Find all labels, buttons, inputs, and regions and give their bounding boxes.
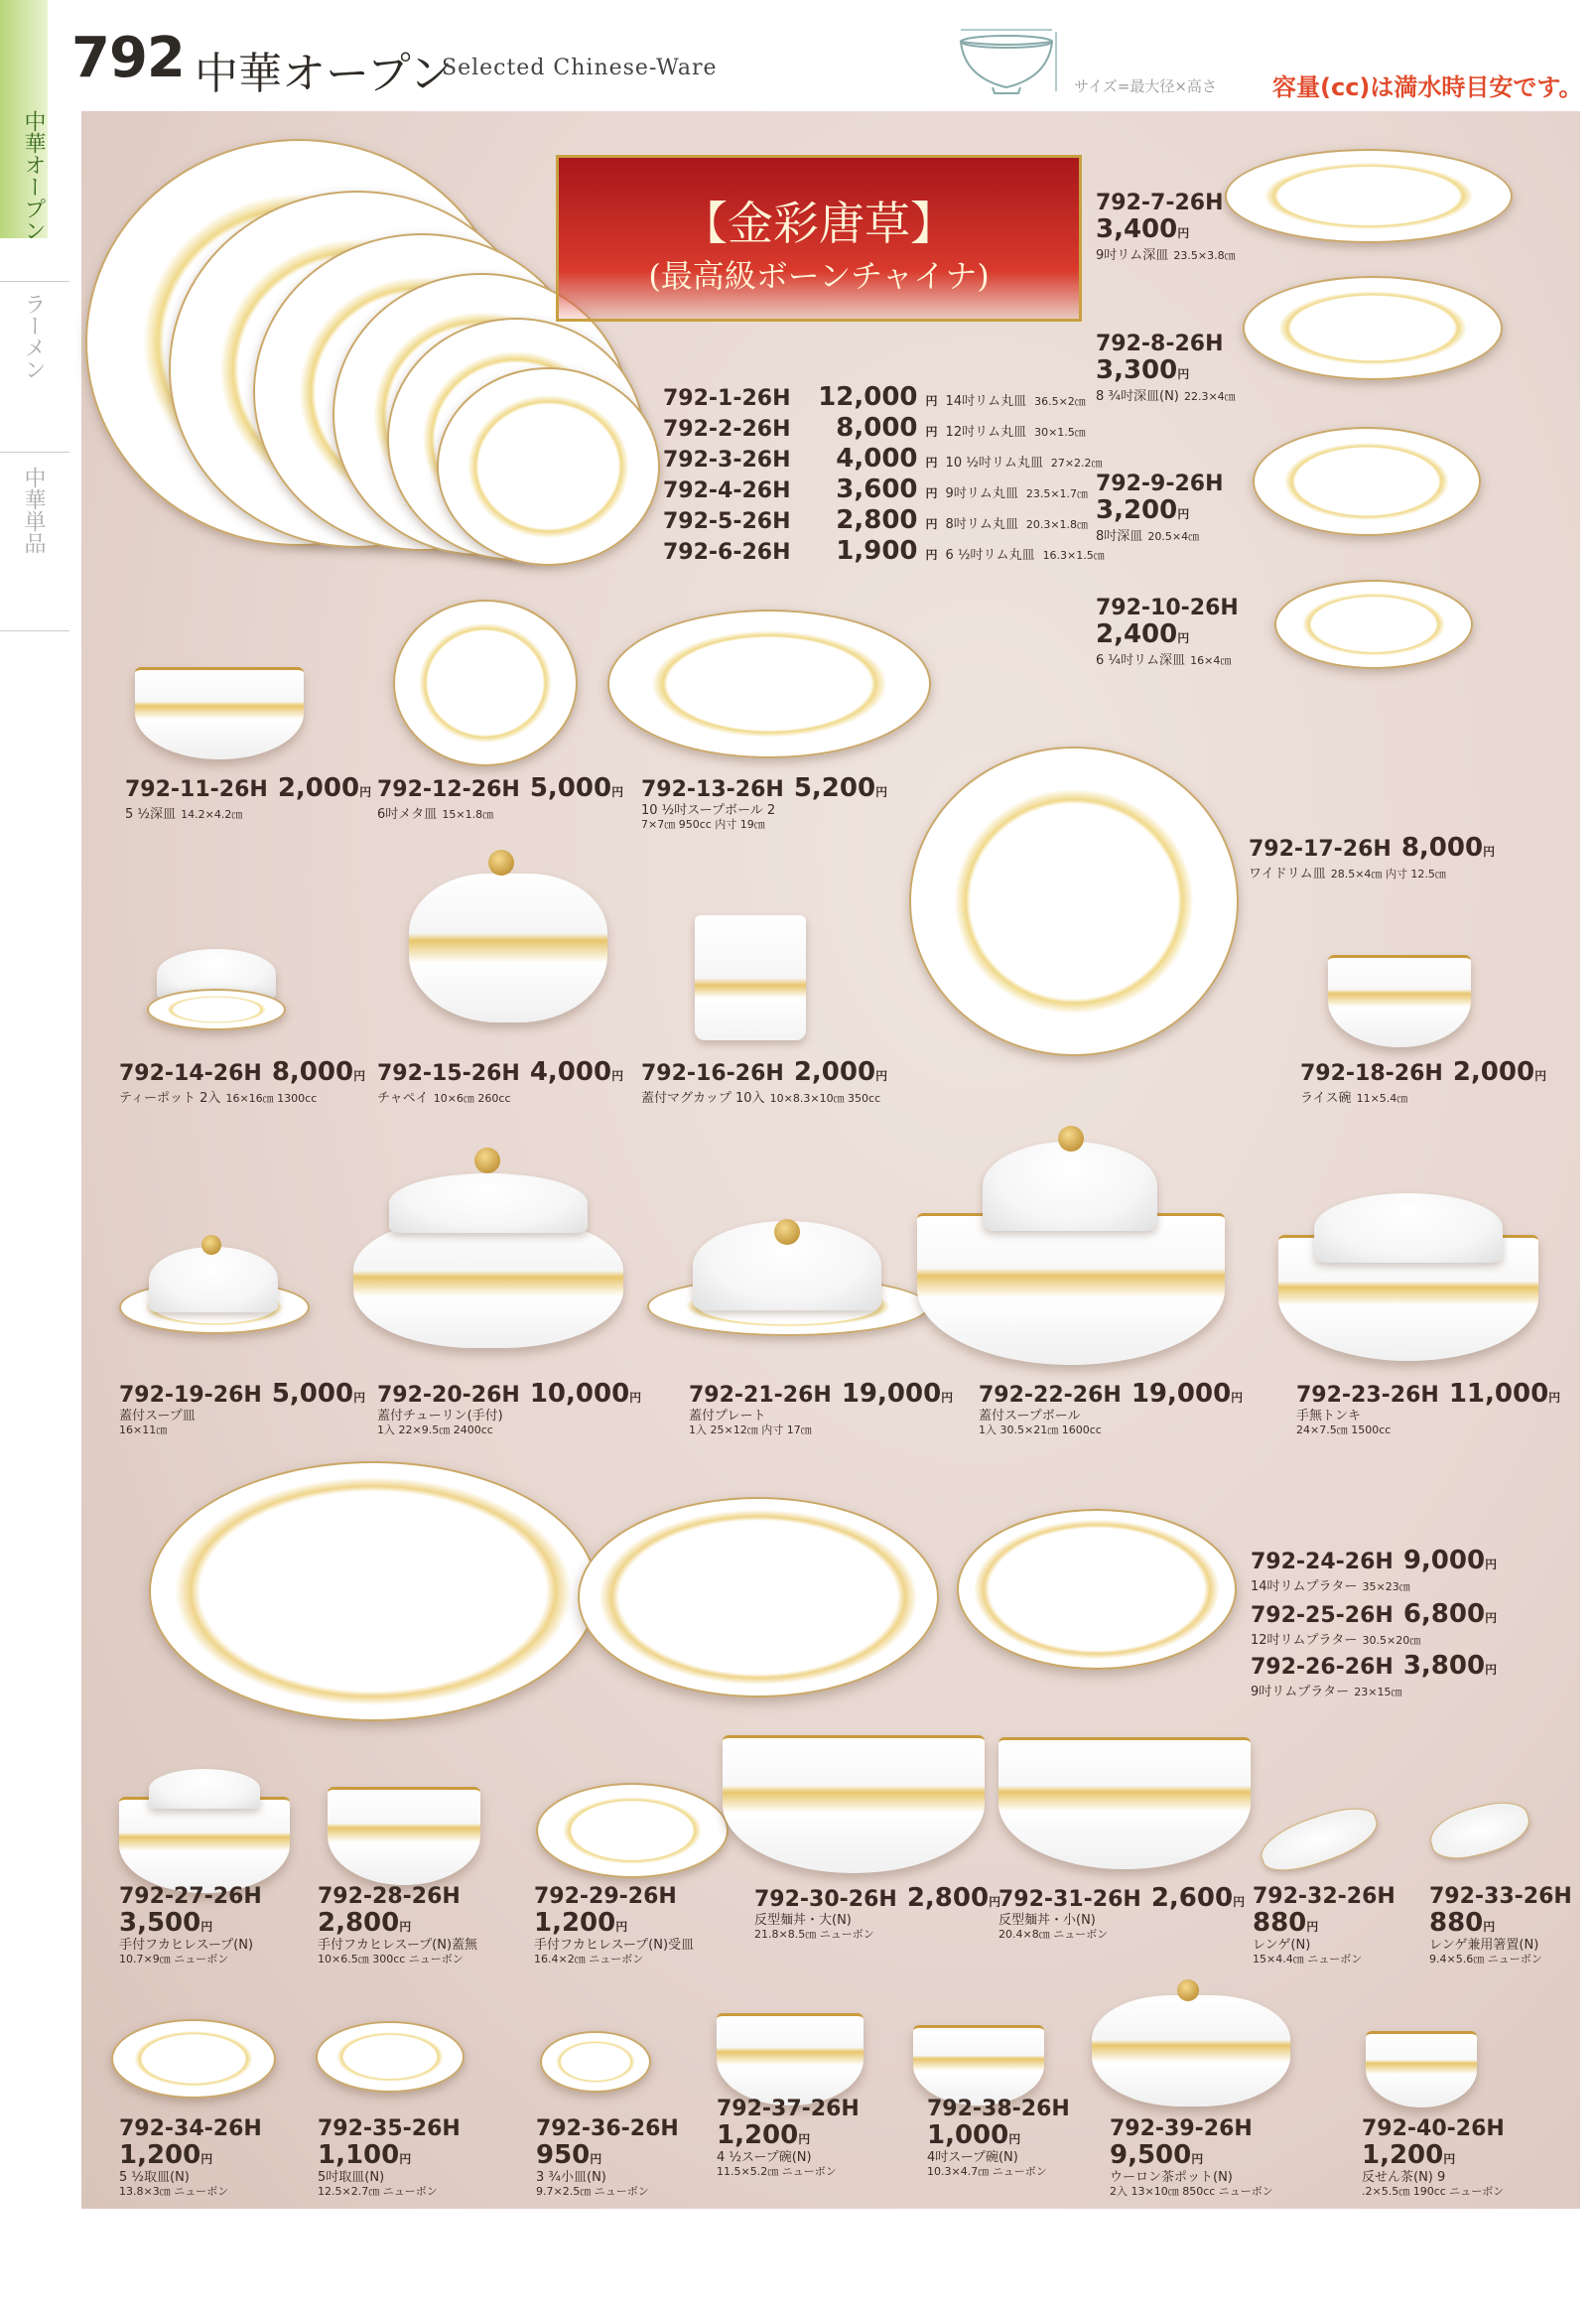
divider [0,452,69,453]
lid-knob-icon [774,1219,800,1245]
platter-14in-image [149,1461,598,1721]
lid-knob-icon [201,1235,221,1255]
lid-knob-icon [488,850,514,876]
shark-fin-cup-lid-image [149,1769,260,1809]
product-label-34: 792-34-26H 1,200円 5 ½取皿(N) 13.8×3㎝ ニューボン [119,2116,262,2199]
product-label-33: 792-33-26H 880円 レンゲ兼用箸置(N) 9.4×5.6㎝ ニューボン [1429,1884,1572,1967]
lid-knob-icon [474,1148,500,1173]
product-label-13: 792-13-26H 5,200円 10 ½吋スープボール 2 7×7㎝ 950cc 内寸 19㎝ [641,773,888,831]
divider [0,281,69,282]
product-label-35: 792-35-26H 1,100円 5吋取皿(N) 12.5×2.7㎝ ニューボン [318,2116,461,2199]
page-title: 中華オープン [195,49,454,99]
product-label-10: 792-10-26H 2,400円 6 ¼吋リム深皿 16×4㎝ [1096,596,1239,669]
product-label-28: 792-28-26H 2,800円 手付フカヒレスープ(N)蓋無 10×6.5㎝ 300cc ニューボン [318,1884,478,1967]
soup-cup-4in-image [913,2025,1044,2105]
plate-price-list [663,383,1105,568]
tureen-lid-image [389,1173,588,1233]
platter-12in-image [578,1497,939,1697]
product-label-37: 792-37-26H 1,200円 4 ½スープ碗(N) 11.5×5.2㎝ ニューボン [717,2097,860,2179]
product-label-36: 792-36-26H 950円 3 ¾小皿(N) 9.7×2.5㎝ ニューボン [536,2116,679,2199]
product-label-7: 792-7-26H 3,400円 9吋リム深皿 23.5×3.8㎝ [1096,191,1236,264]
product-label-12: 792-12-26H 5,000円 6吋メタ皿 15×1.8㎝ [377,773,624,822]
wide-rim-plate-image [909,746,1239,1056]
soup-cup-image [717,2013,864,2105]
chapei-pot-image [409,874,607,1022]
product-label-15: 792-15-26H 4,000円 チャペイ 10×6㎝ 260cc [377,1057,624,1106]
product-label-25: 792-25-26H 6,800円 12吋リムプラター 30.5×20㎝ [1251,1599,1498,1648]
noodle-bowl-large-image [723,1735,985,1873]
product-label-16: 792-16-26H 2,000円 蓋付マグカップ 10入 10×8.3×10㎝ 350cc [641,1057,888,1106]
mug-image [695,915,806,1040]
tab-ramen[interactable]: ラーメン [21,293,46,380]
tureen-image [353,1219,623,1348]
product-label-31: 792-31-26H 2,600円 反型麺丼・小(N) 20.4×8㎝ ニューボン [998,1883,1246,1941]
list-item: 792-1-26H 12,000 円 14吋リム丸皿 36.5×2㎝ [663,382,1086,412]
tab-chuka-open[interactable]: 中華オープン [21,110,46,241]
lid-knob-icon [1058,1126,1084,1152]
meta-plate-image [393,600,578,766]
product-label-26: 792-26-26H 3,800円 9吋リムプラター 23×15㎝ [1251,1651,1498,1699]
product-label-9: 792-9-26H 3,200円 8吋深皿 20.5×4㎝ [1096,472,1224,545]
product-label-30: 792-30-26H 2,800円 反型麺丼・大(N) 21.8×8.5㎝ ニューボン [754,1883,1001,1941]
covered-soup-bowl-lid-image [983,1142,1157,1231]
divider [0,630,69,631]
shark-fin-cup-no-lid-image [328,1787,480,1885]
product-label-11: 792-11-26H 2,000円 5 ½深皿 14.2×4.2㎝ [125,773,372,822]
list-item: 792-5-26H 2,800 円 8吋リム丸皿 20.3×1.8㎝ [663,505,1089,535]
tea-cup-image [1366,2031,1477,2107]
product-label-22: 792-22-26H 19,000円 蓋付スープボール 1入 30.5×21㎝ 1600cc [979,1379,1244,1436]
product-label-38: 792-38-26H 1,000円 4吋スープ碗(N) 10.3×4.7㎝ ニューボン [927,2097,1070,2179]
deep-plate-8in-image [1253,427,1481,536]
section-sidebar [0,104,69,640]
product-label-29: 792-29-26H 1,200円 手付フカヒレスープ(N)受皿 16.4×2㎝ ニューボン [534,1884,695,1967]
list-item: 792-3-26H 4,000 円 10 ½吋リム丸皿 27×2.2㎝ [663,444,1103,474]
shark-fin-cup-image [119,1797,290,1893]
product-label-24: 792-24-26H 9,000円 14吋リムプラター 35×23㎝ [1251,1546,1498,1594]
capacity-note: 容量(cc)は満水時目安です。 [1272,73,1583,101]
product-label-8: 792-8-26H 3,300円 8 ¾吋深皿(N) 22.3×4㎝ [1096,332,1236,405]
page-header [0,0,1596,109]
bowl-size-diagram-icon [953,22,1062,101]
tab-chuka-tanpin[interactable]: 中華単品 [21,467,46,554]
rim-deep-plate-6in-image [1274,580,1473,669]
platter-9in-image [957,1509,1237,1670]
banner-title: 【金彩唐草】 [682,197,956,250]
page-number: 792 [71,26,185,90]
soup-bowl-image [607,610,931,758]
tonki-lid-image [1314,1193,1503,1263]
product-label-23: 792-23-26H 11,000円 手無トンキ 24×7.5㎝ 1500cc [1296,1379,1561,1436]
size-legend: サイズ=最大径×高さ [1074,77,1217,95]
lid-knob-icon [1177,1979,1199,2001]
small-plate-image [540,2031,651,2093]
product-label-32: 792-32-26H 880円 レンゲ(N) 15×4.4㎝ ニューボン [1253,1884,1396,1967]
product-label-27: 792-27-26H 3,500円 手付フカヒレスープ(N) 10.7×9㎝ ニューボン [119,1884,262,1967]
plate-6in-image [437,367,660,566]
oolong-teapot-image [1092,1995,1290,2106]
deep-dish-image [135,667,304,759]
product-label-18: 792-18-26H 2,000円 ライス碗 11×5.4㎝ [1300,1057,1547,1106]
product-label-21: 792-21-26H 19,000円 蓋付プレート 1入 25×12㎝ 内寸 17㎝ [689,1379,954,1436]
deep-plate-image [1243,276,1503,380]
serving-plate-image [111,2019,276,2099]
saucer-image [147,989,286,1030]
list-item: 792-2-26H 8,000 円 12吋リム丸皿 30×1.5㎝ [663,413,1086,443]
list-item: 792-4-26H 3,600 円 9吋リム丸皿 23.5×1.7㎝ [663,475,1089,504]
series-banner [556,155,1082,322]
banner-subtitle: (最高級ボーンチャイナ) [648,257,990,295]
rim-deep-plate-image [1225,149,1513,243]
product-label-17: 792-17-26H 8,000円 ワイドリム皿 28.5×4㎝ 内寸 12.5㎝ [1249,833,1496,882]
product-label-19: 792-19-26H 5,000円 蓋付スープ皿 16×11㎝ [119,1379,366,1436]
product-label-14: 792-14-26H 8,000円 ティーポット 2入 16×16㎝ 1300cc [119,1057,366,1106]
rice-bowl-image [1328,955,1471,1047]
shark-fin-saucer-image [536,1783,729,1878]
product-label-39: 792-39-26H 9,500円 ウーロン茶ポット(N) 2入 13×10㎝ 850cc ニューボン [1110,2116,1273,2199]
soup-plate-lid-image [149,1247,278,1312]
list-item: 792-6-26H 1,900 円 6 ½吋リム丸皿 16.3×1.5㎝ [663,536,1105,566]
covered-soup-bowl-image [917,1213,1225,1365]
product-label-40: 792-40-26H 1,200円 反せん茶(N) 9 .2×5.5㎝ 190cc ニューボン [1362,2116,1505,2199]
page-subtitle: Selected Chinese-Ware [442,56,718,80]
serving-plate-5in-image [316,2021,465,2093]
noodle-bowl-small-image [998,1737,1251,1869]
product-label-20: 792-20-26H 10,000円 蓋付チューリン(手付) 1入 22×9.5㎝ 2400cc [377,1379,642,1436]
